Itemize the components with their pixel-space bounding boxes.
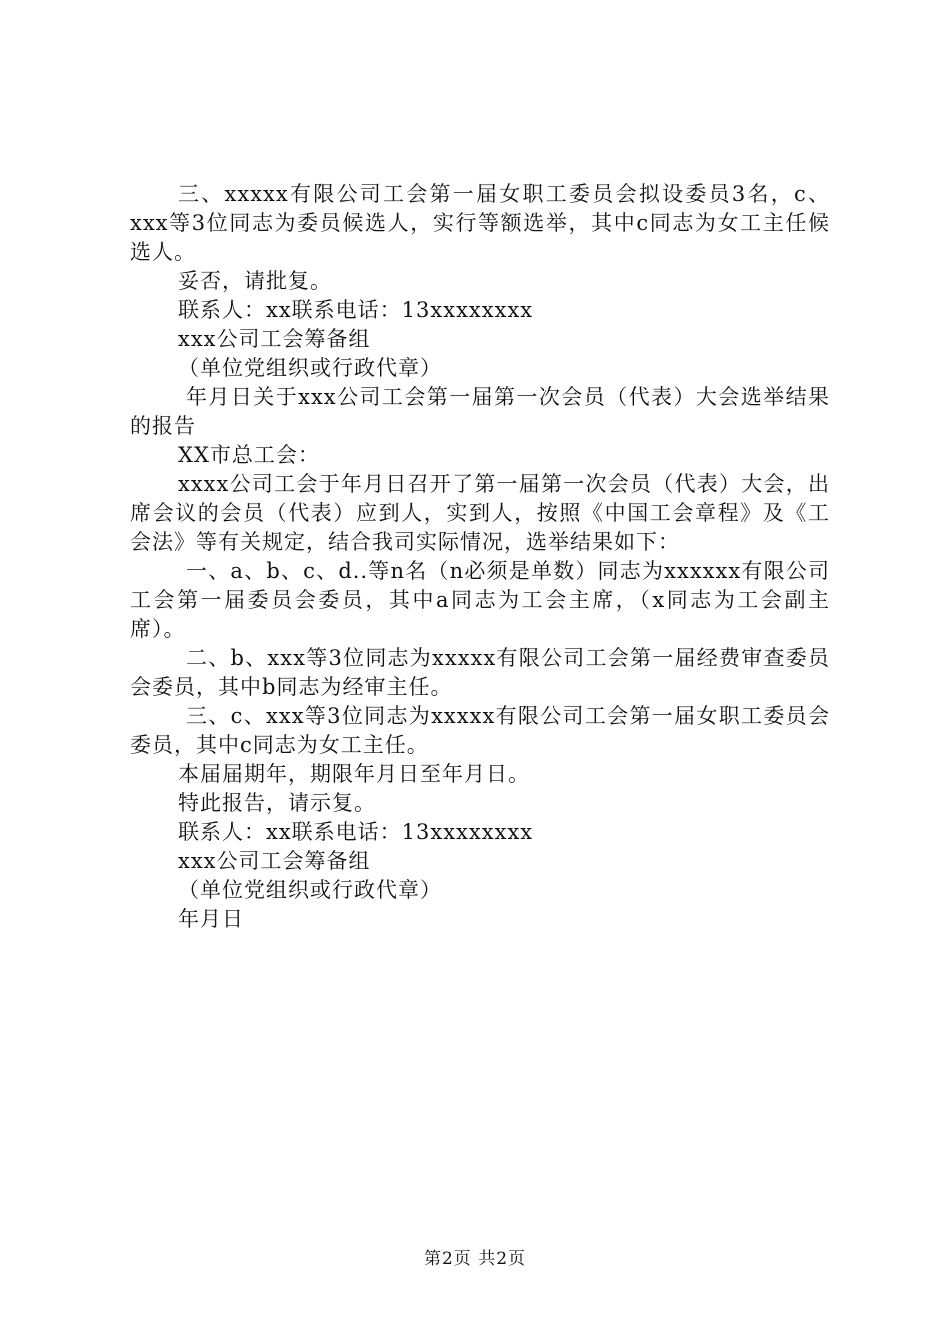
- paragraph-seal-note-2: （单位党组织或行政代章）: [178, 878, 442, 902]
- document-body: [130, 180, 830, 934]
- report-title: 年月日关于xxx公司工会第一届第一次会员（代表）大会选举结果的报告: [130, 385, 830, 438]
- paragraph-date: 年月日: [178, 907, 244, 931]
- paragraph-result-women: 三、c、xxx等3位同志为xxxxx有限公司工会第一届女职工委员会委员，其中c同志为女工主任。: [130, 704, 830, 757]
- paragraph-recipient: XX市总工会：: [178, 443, 320, 467]
- paragraph-result-audit: 二、b、xxx等3位同志为xxxxx有限公司工会第一届经费审查委员会委员，其中b同志为经审主任。: [130, 646, 830, 699]
- paragraph-organizer-2: xxx公司工会筹备组: [178, 849, 371, 873]
- paragraph-organizer: xxx公司工会筹备组: [178, 327, 371, 351]
- paragraph-result-committee: 一、a、b、c、d..等n名（n必须是单数）同志为xxxxxx有限公司工会第一届委员会委员，其中a同志为工会主席，（x同志为工会副主席）。: [130, 559, 830, 641]
- paragraph-request-approval: 妥否，请批复。: [178, 269, 332, 293]
- page-number: 第2页 共2页: [423, 1249, 527, 1269]
- paragraph-seal-note: （单位党组织或行政代章）: [178, 356, 442, 380]
- paragraph-women-committee: 三、xxxxx有限公司工会第一届女职工委员会拟设委员3名，c、xxx等3位同志为委员候选人，实行等额选举，其中c同志为女工主任候选人。: [130, 182, 830, 264]
- paragraph-contact-2: 联系人：xx联系电话：13xxxxxxxx: [178, 820, 534, 844]
- paragraph-term: 本届届期年，期限年月日至年月日。: [178, 762, 530, 786]
- paragraph-contact: 联系人：xx联系电话：13xxxxxxxx: [178, 298, 534, 322]
- paragraph-meeting-summary: xxxx公司工会于年月日召开了第一届第一次会员（代表）大会，出席会议的会员（代表）应到人，实到人，按照《中国工会章程》及《工会法》等有关规定，结合我司实际情况，选举结果如下：: [130, 472, 830, 554]
- paragraph-closing: 特此报告，请示复。: [178, 791, 376, 815]
